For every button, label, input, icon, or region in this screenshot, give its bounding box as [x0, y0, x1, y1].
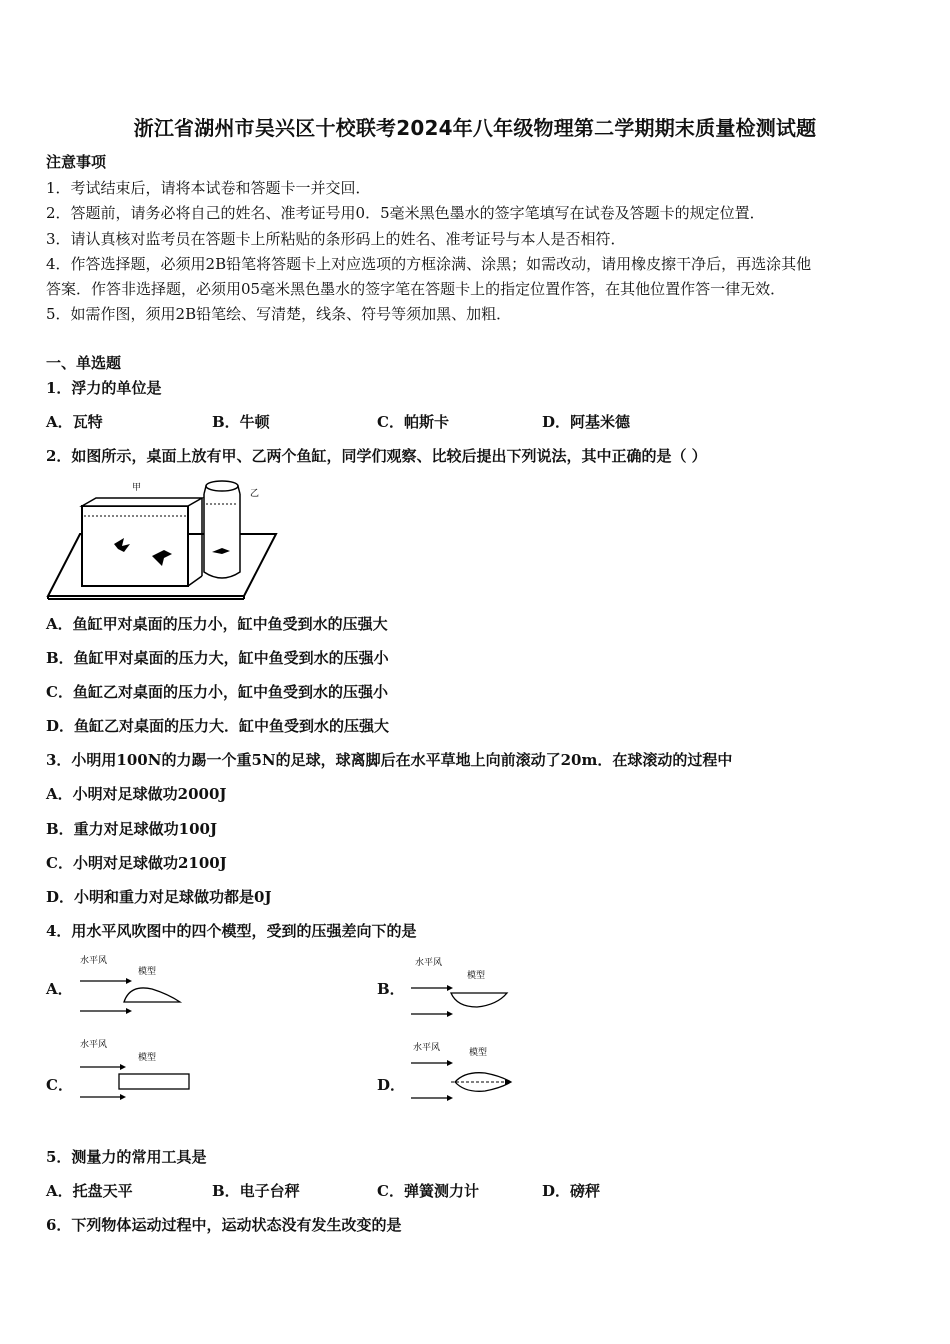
fish-tank-figure	[44, 476, 284, 602]
q1-option-a: A．瓦特	[46, 413, 103, 431]
wind-model-a-figure	[76, 952, 196, 1020]
notice-item: 1．考试结束后，请将本试卷和答题卡一并交回．	[46, 179, 371, 197]
question-5-stem: 5．测量力的常用工具是	[46, 1148, 207, 1166]
q5-option-b: B．电子台秤	[212, 1182, 300, 1200]
notice-item: 2．答题前，请务必将自己的姓名、准考证号用0．5毫米黑色墨水的签字笔填写在试卷及答题卡的规定位置．	[46, 204, 765, 222]
question-4-stem: 4．用水平风吹图中的四个模型，受到的压强差向下的是	[46, 922, 417, 940]
notice-heading: 注意事项	[46, 153, 107, 171]
q2-option-a: A．鱼缸甲对桌面的压力小，缸中鱼受到水的压强大	[46, 615, 388, 633]
figure-label-b: 乙	[250, 489, 260, 499]
q2-option-d: D．鱼缸乙对桌面的压力大．缸中鱼受到水的压强大	[46, 717, 390, 735]
q5-option-a: A．托盘天平	[46, 1182, 133, 1200]
wind-model-d-figure	[407, 1036, 527, 1106]
wind-label: 水平风	[80, 1040, 108, 1050]
notice-item: 4．作答选择题，必须用2B铅笔将答题卡上对应选项的方框涂满、涂黑；如需改动，请用橡皮擦干净后，再选涂其他	[46, 255, 812, 273]
q4-option-a: A．	[46, 980, 73, 998]
notice-item: 5．如需作图，须用2B铅笔绘、写清楚，线条、符号等须加黑、加粗．	[46, 305, 512, 323]
q3-option-b: B．重力对足球做功100J	[46, 820, 218, 838]
q3-option-a: A．小明对足球做功2000J	[46, 785, 227, 803]
model-label: 模型	[467, 971, 486, 981]
question-1-stem: 1．浮力的单位是	[46, 379, 162, 397]
q1-option-b: B．牛顿	[212, 413, 270, 431]
figure-label-a: 甲	[132, 483, 142, 493]
section-heading: 一、单选题	[46, 354, 122, 372]
q5-option-c: C．弹簧测力计	[377, 1182, 479, 1200]
q5-option-d: D．磅秤	[542, 1182, 601, 1200]
page-title: 浙江省湖州市吴兴区十校联考2024年八年级物理第二学期期末质量检测试题	[133, 116, 817, 140]
wind-model-b-figure	[407, 952, 527, 1020]
model-label: 模型	[138, 967, 157, 977]
q3-option-d: D．小明和重力对足球做功都是0J	[46, 888, 272, 906]
wind-label: 水平风	[413, 1043, 441, 1053]
wind-label: 水平风	[80, 956, 108, 966]
q3-option-c: C．小明对足球做功2100J	[46, 854, 227, 872]
q1-option-d: D．阿基米德	[542, 413, 631, 431]
model-label: 模型	[469, 1048, 488, 1058]
q4-option-c: C．	[46, 1076, 73, 1094]
wind-model-c-figure	[76, 1036, 196, 1106]
notice-item: 3．请认真核对监考员在答题卡上所粘贴的条形码上的姓名、准考证号与本人是否相符．	[46, 230, 626, 248]
q1-option-c: C．帕斯卡	[377, 413, 449, 431]
model-label: 模型	[138, 1053, 157, 1063]
q4-option-d: D．	[377, 1076, 406, 1094]
question-3-stem: 3．小明用100N的力踢一个重5N的足球，球离脚后在水平草地上向前滚动了20m．在球滚动的过程中	[46, 751, 733, 769]
q4-option-b: B．	[377, 980, 405, 998]
wind-label: 水平风	[415, 958, 443, 968]
question-2-stem: 2．如图所示，桌面上放有甲、乙两个鱼缸，同学们观察、比较后提出下列说法，其中正确的是（ ）	[46, 447, 707, 465]
notice-item: 答案．作答非选择题，必须用05毫米黑色墨水的签字笔在答题卡上的指定位置作答，在其他位置作答一律无效．	[46, 280, 786, 298]
question-6-stem: 6．下列物体运动过程中，运动状态没有发生改变的是	[46, 1216, 402, 1234]
q2-option-c: C．鱼缸乙对桌面的压力小，缸中鱼受到水的压强小	[46, 683, 388, 701]
q2-option-b: B．鱼缸甲对桌面的压力大，缸中鱼受到水的压强小	[46, 649, 389, 667]
